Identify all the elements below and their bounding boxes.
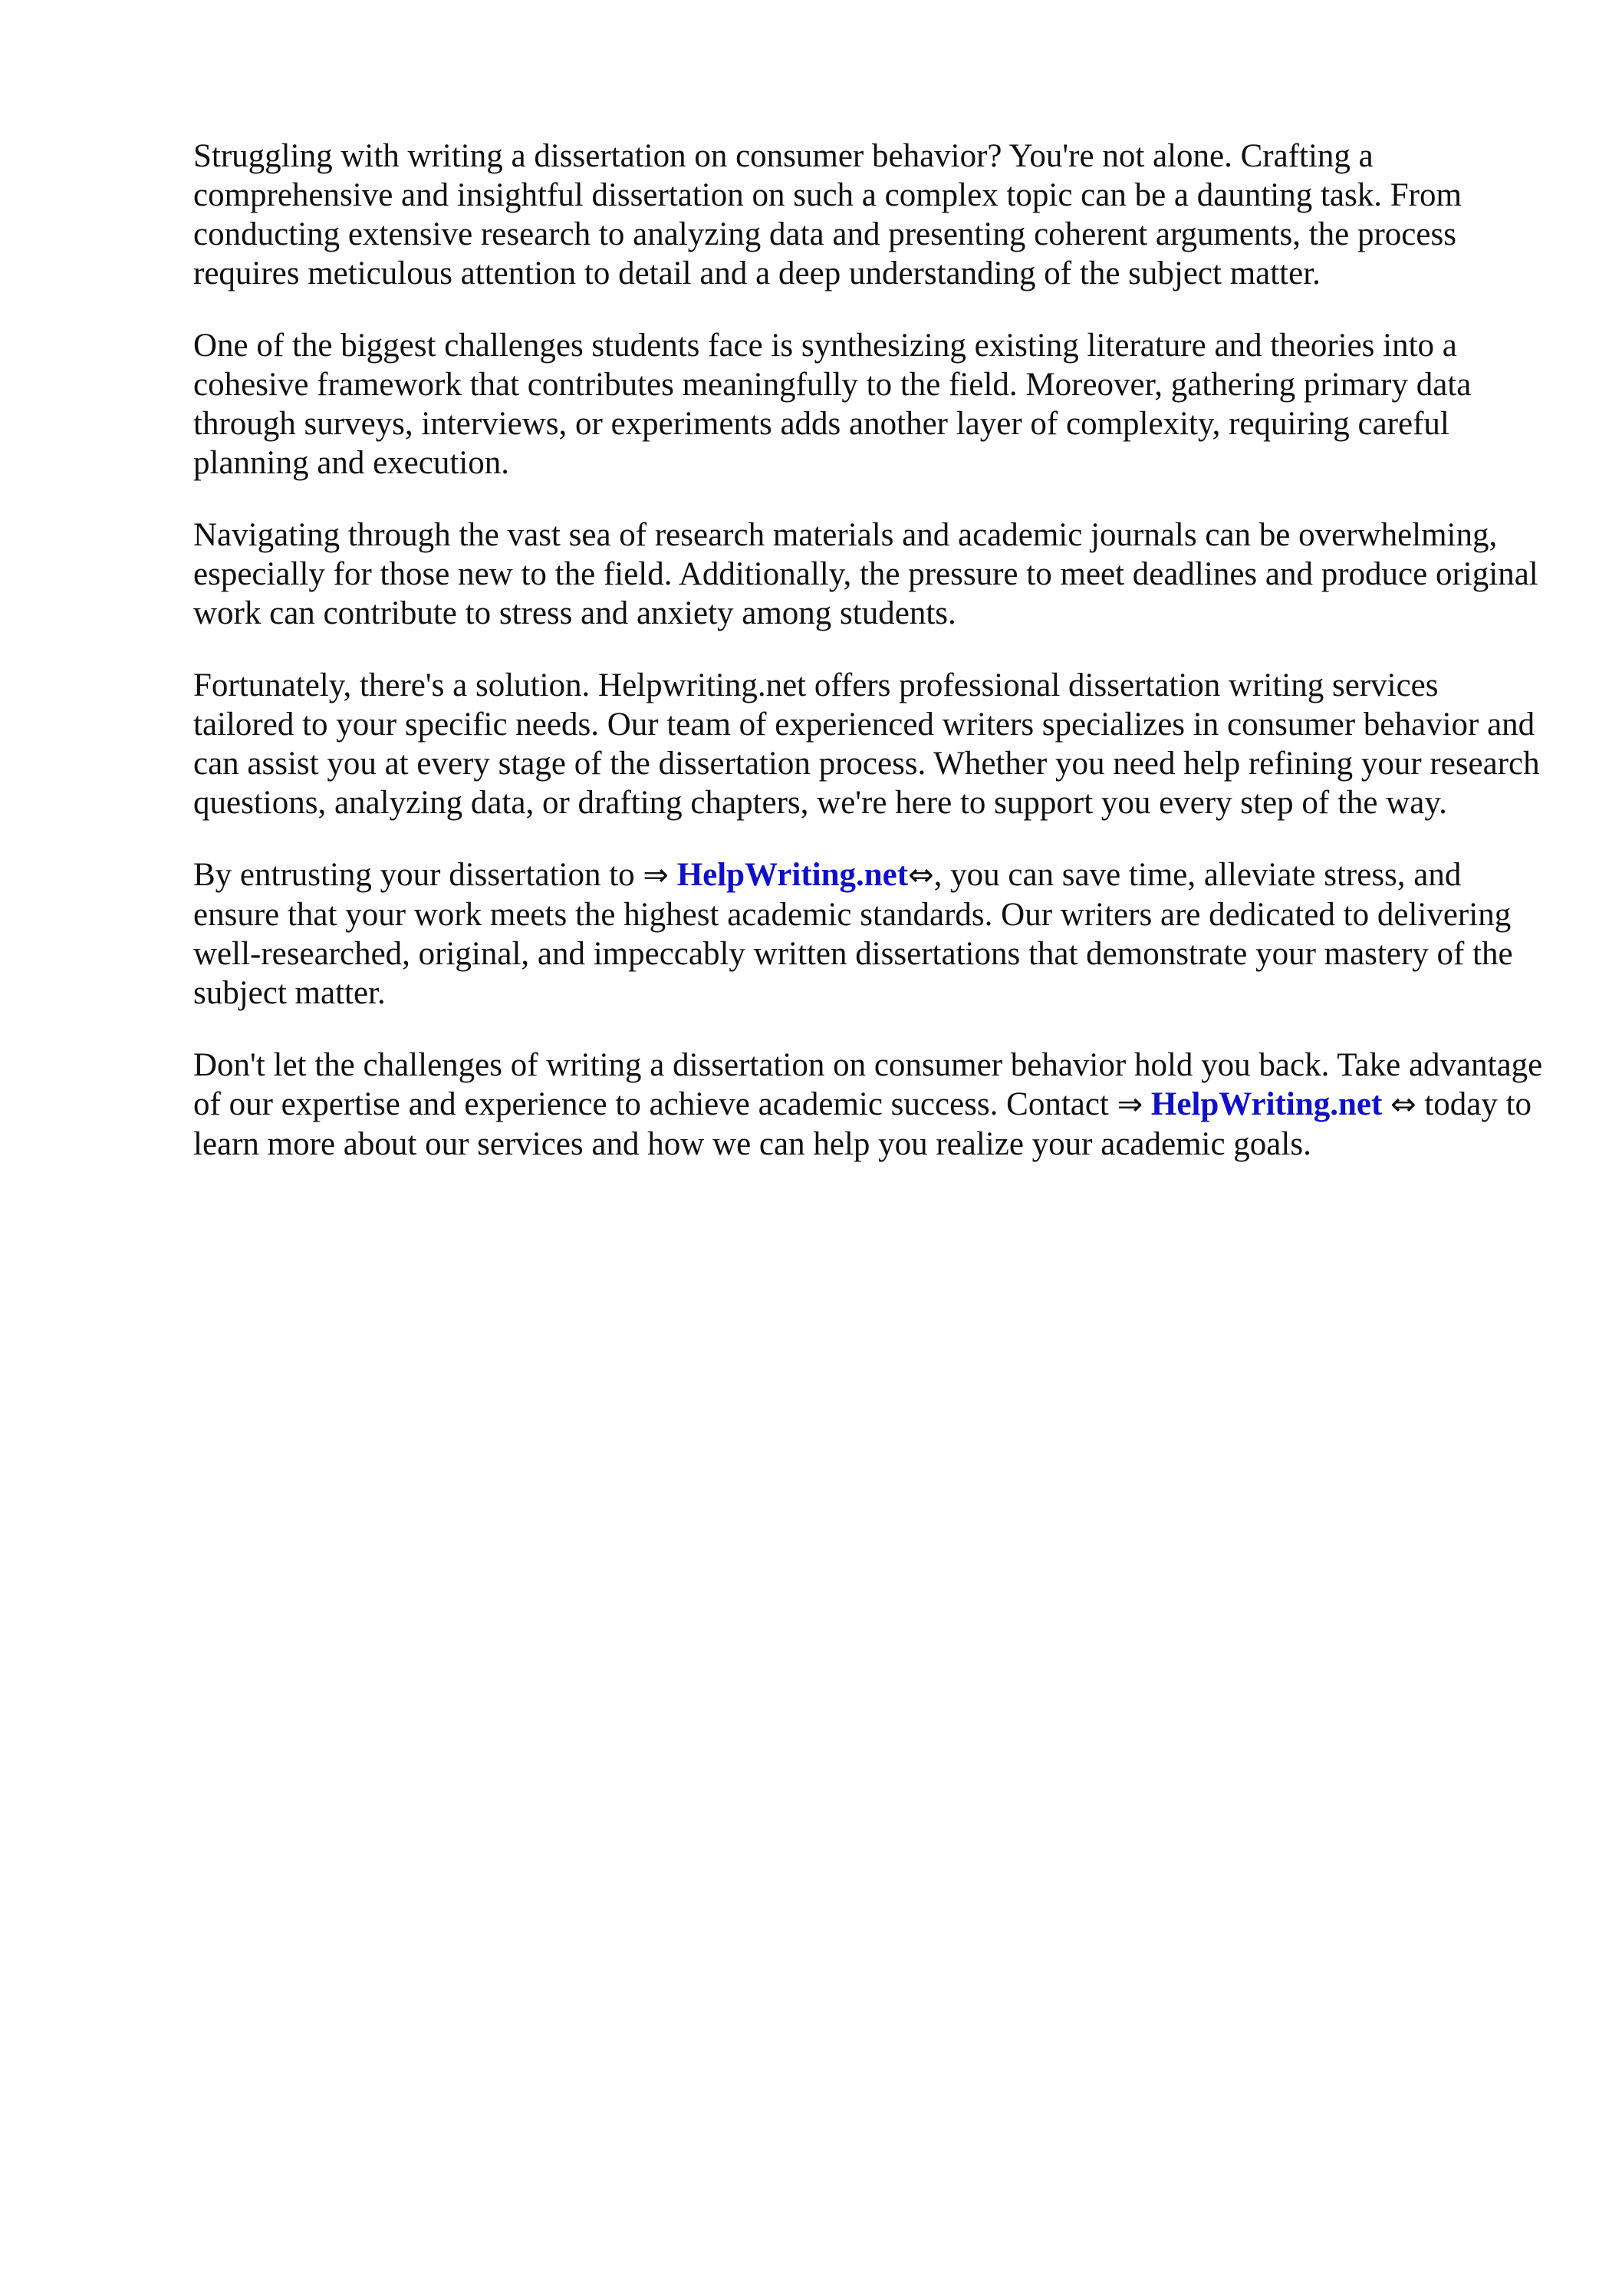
paragraph-6: [193, 1046, 1543, 1164]
paragraph-1: Struggling with writing a dissertation on consumer behavior? You're not alone. Crafting a comprehensive and insightful dissertation on such a complex topic can be a daunting task. From conducting extensive research to analyzing data and presenting coherent arguments, the process requires meticulous attention to detail and a deep understanding of the subject matter.: [193, 138, 1462, 292]
paragraph-5-text-before: By entrusting your dissertation to: [193, 857, 643, 893]
paragraph-5-text-after: , you can save time, alleviate stress, and ensure that your work meets the highest academic standards. Our writers are dedicated to delivering well-researched, original, and impeccably written dissertations that demonstrate your mastery of the subject matter.: [193, 857, 1513, 1011]
paragraph-3: Navigating through the vast sea of research materials and academic journals can be overwhelming, especially for those new to the field. Additionally, the pressure to meet deadlines and produce original work can contribute to stress and anxiety among students.: [193, 517, 1538, 631]
paragraph-4: Fortunately, there's a solution. Helpwriting.net offers professional dissertation writing services tailored to your specific needs. Our team of experienced writers specializes in consumer behavior and can assist you at every stage of the dissertation process. Whether you need help refining your research questions, analyzing data, or drafting chapters, we're here to support you every step of the way.: [193, 667, 1540, 821]
helpwriting-link[interactable]: HelpWriting.net: [676, 857, 909, 893]
arrow-right-icon: ⇒: [643, 858, 669, 893]
paragraph-6-text-after: today to learn more about our services and how we can help you realize your academic goals.: [193, 1086, 1532, 1162]
arrow-right-icon: ⇒: [1117, 1087, 1143, 1122]
arrow-both-icon: ⇔: [908, 858, 934, 893]
document-body: [193, 137, 1543, 1197]
paragraph-5: [193, 855, 1543, 1013]
paragraph-2: One of the biggest challenges students face is synthesizing existing literature and theories into a cohesive framework that contributes meaningfully to the field. Moreover, gathering primary data through surveys, interviews, or experiments adds another layer of complexity, requiring careful planning and execution.: [193, 328, 1472, 481]
helpwriting-link[interactable]: HelpWriting.net: [1150, 1086, 1383, 1122]
arrow-both-icon: ⇔: [1390, 1087, 1416, 1122]
paragraph-6-text-before: Don't let the challenges of writing a dissertation on consumer behavior hold you back. Take advantage of our expertise and experience to achieve academic success. Contact: [193, 1047, 1543, 1122]
